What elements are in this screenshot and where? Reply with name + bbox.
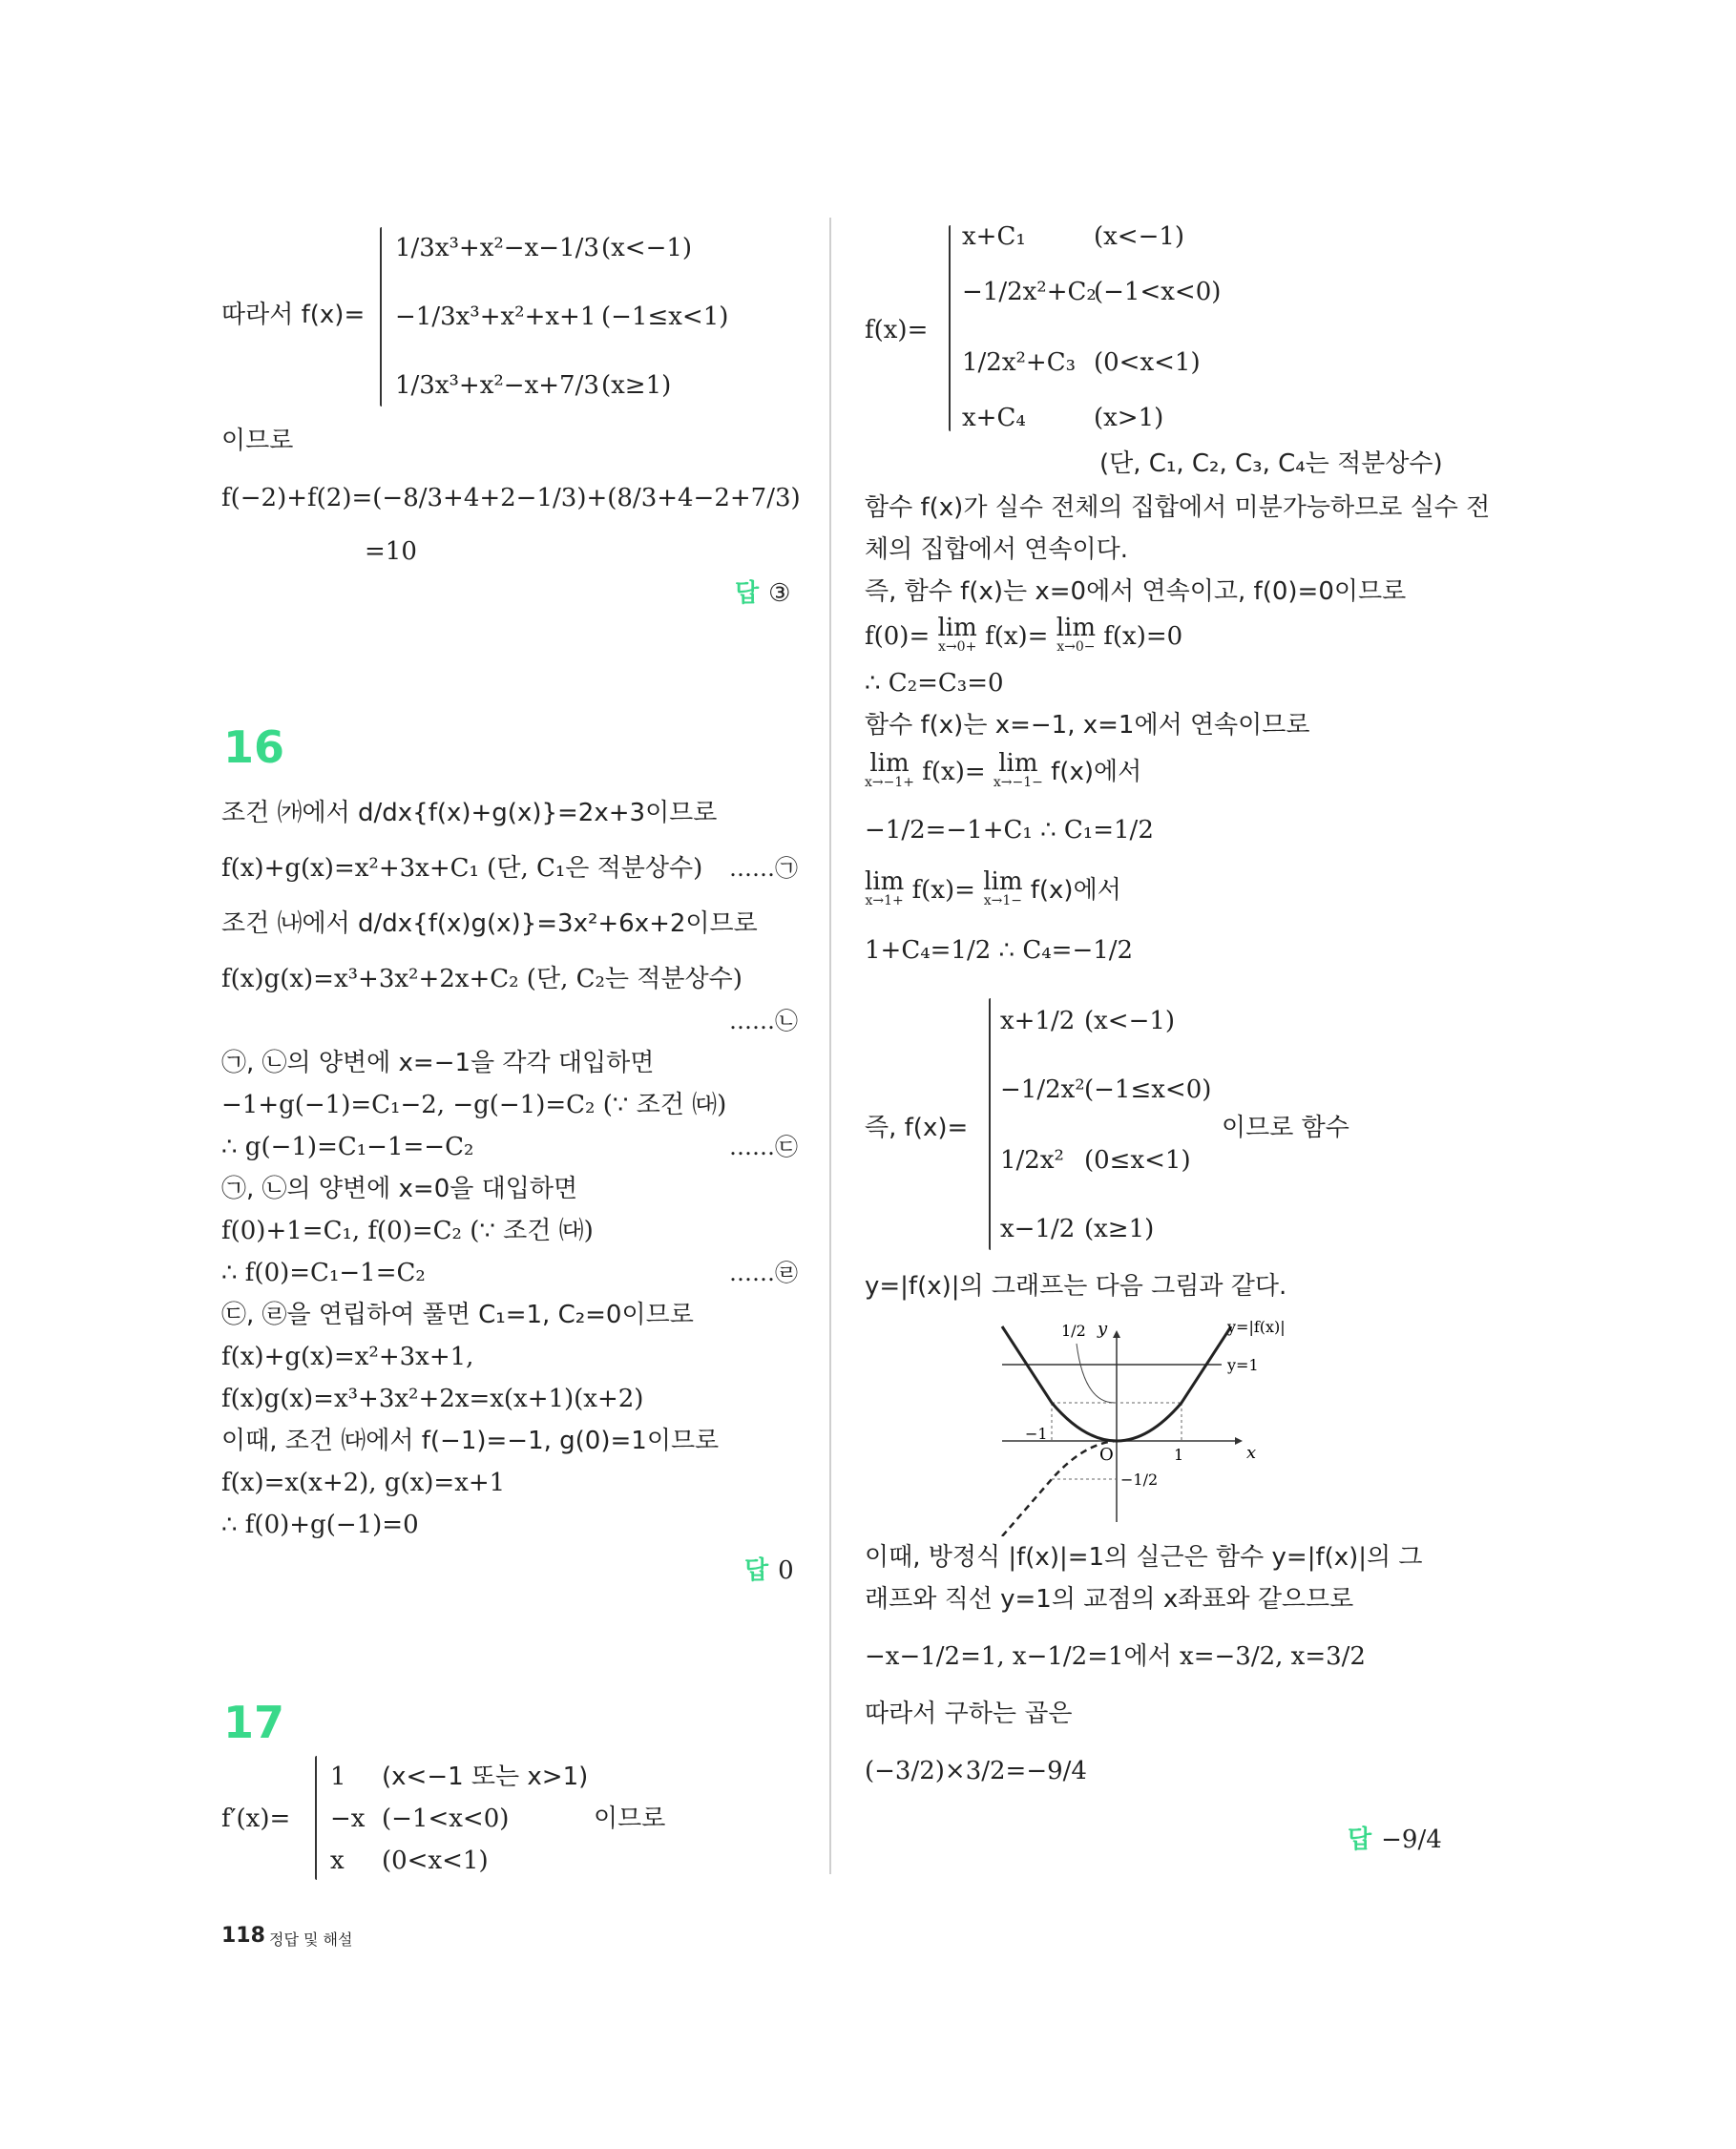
r-t7-lim2 (993, 749, 1043, 792)
r-t4-a: f(0)= (865, 622, 931, 651)
label-half: 1/2 (1061, 1322, 1086, 1340)
r-f2: −1/2x² (1000, 1075, 1085, 1104)
s16-l5: ㉠, ㉡의 양변에 x=−1을 각각 대입하면 (221, 1049, 655, 1077)
label-curve: y=|f(x)| (1227, 1318, 1286, 1336)
s15-row3-cond: (x≥1) (601, 371, 672, 400)
r-t10: 1+C₄=1/2 ∴ C₄=−1/2 (865, 936, 1134, 965)
s15-eq2: =10 (365, 537, 417, 566)
r-brace-1 (949, 225, 951, 431)
r-f-after: 이므로 함수 (1222, 1114, 1349, 1142)
answer-value: 0 (778, 1556, 794, 1585)
lim-label: lim (869, 749, 910, 778)
graph-abs-f (993, 1317, 1336, 1536)
lim-sub: x→1− (983, 893, 1022, 908)
r-t9-lim1 (865, 867, 905, 910)
y-axis-arrow (1113, 1330, 1120, 1338)
x-axis-arrow (1235, 1437, 1243, 1445)
s17-r2-cond: (−1<x<0) (382, 1805, 510, 1833)
r-t4-lim2 (1056, 614, 1096, 657)
s15-intro: 따라서 f(x)= (221, 301, 366, 329)
s16-l11: ㉢, ㉣을 연립하여 풀면 C₁=1, C₂=0이므로 (221, 1301, 694, 1329)
lim-label: lim (983, 867, 1023, 896)
lim-sub: x→0− (1056, 639, 1096, 655)
s15-brace (380, 227, 382, 407)
lim-label: lim (937, 614, 977, 642)
lim-label: lim (998, 749, 1038, 778)
r-t6: 함수 f(x)는 x=−1, x=1에서 연속이므로 (865, 711, 1310, 740)
lim-sub: x→−1+ (865, 775, 914, 790)
r-t7 (865, 749, 1142, 792)
r-p3: 1/2x²+C₃ (962, 348, 1077, 377)
s16-l7: ∴ g(−1)=C₁−1=−C₂ (221, 1133, 474, 1161)
s16-l8: ㉠, ㉡의 양변에 x=0을 대입하면 (221, 1175, 578, 1203)
s15-row1-cond: (x<−1) (601, 234, 693, 262)
label-origin: O (1099, 1445, 1114, 1465)
label-neg1: −1 (1025, 1425, 1048, 1443)
r-t8: −1/2=−1+C₁ ∴ C₁=1/2 (865, 816, 1154, 845)
r-t7-lim1 (865, 749, 914, 792)
s16-answer (744, 1555, 794, 1586)
s16-l7-marker: ……㉢ (729, 1134, 798, 1160)
s17-r3: x (330, 1846, 345, 1875)
r-t14: −x−1/2=1, x−1/2=1에서 x=−3/2, x=3/2 (865, 1642, 1366, 1671)
s16-l14: 이때, 조건 ㈐에서 f(−1)=−1, g(0)=1이므로 (221, 1427, 720, 1455)
r-p3-cond: (0<x<1) (1094, 348, 1201, 377)
r-t7-a: f(x)= (922, 758, 986, 786)
s16-l10: ∴ f(0)=C₁−1=C₂ (221, 1259, 426, 1287)
lim-label: lim (865, 867, 905, 896)
s17-r3-cond: (0<x<1) (382, 1846, 489, 1875)
s17-lhs: f′(x)= (221, 1805, 291, 1833)
answer-label: 답 (744, 1556, 769, 1585)
r-p1-cond: (x<−1) (1094, 222, 1185, 251)
lim-sub: x→1+ (865, 893, 904, 908)
r-t4 (865, 614, 1183, 657)
s16-l3: 조건 ㈏에서 d/dx{f(x)g(x)}=3x²+6x+2이므로 (221, 909, 758, 938)
answer-value: −9/4 (1381, 1826, 1442, 1854)
s17-r2: −x (330, 1805, 366, 1833)
s15-after: 이므로 (221, 427, 294, 455)
r-f4: x−1/2 (1000, 1215, 1076, 1243)
r-p2-cond: (−1<x<0) (1094, 278, 1222, 306)
r-f2-cond: (−1≤x<0) (1084, 1075, 1212, 1104)
lim-label: lim (1056, 614, 1096, 642)
s16-l9: f(0)+1=C₁, f(0)=C₂ (∵ 조건 ㈐) (221, 1217, 594, 1245)
lim-sub: x→0+ (938, 639, 977, 655)
r-f1-cond: (x<−1) (1084, 1007, 1176, 1035)
r-t15: 따라서 구하는 곱은 (865, 1700, 1073, 1728)
s15-row3: 1/3x³+x²−x+7/3 (395, 371, 599, 400)
r-t12: 이때, 방정식 |f(x)|=1의 실근은 함수 y=|f(x)|의 그 (865, 1543, 1423, 1572)
label-neghalf: −1/2 (1120, 1471, 1159, 1489)
r-p1: x+C₁ (962, 222, 1026, 251)
s16-l16: ∴ f(0)+g(−1)=0 (221, 1511, 419, 1539)
s17-r1: 1 (330, 1763, 346, 1791)
r-t9-b: f(x)에서 (1030, 876, 1121, 905)
answer-value: ③ (768, 579, 791, 608)
s16-l10-marker: ……㉣ (729, 1260, 798, 1286)
r-p2: −1/2x²+C₂ (962, 278, 1097, 306)
label-x: x (1246, 1443, 1257, 1463)
r-t11: y=|f(x)|의 그래프는 다음 그림과 같다. (865, 1272, 1287, 1301)
s16-l12: f(x)+g(x)=x²+3x+1, (221, 1343, 474, 1371)
s16-l15: f(x)=x(x+2), g(x)=x+1 (221, 1469, 506, 1497)
r-lhs: f(x)= (865, 316, 929, 344)
r-note: (단, C₁, C₂, C₃, C₄는 적분상수) (1099, 449, 1443, 478)
r-t4-b: f(x)= (985, 622, 1049, 651)
s16-l2-marker: ……㉠ (729, 855, 798, 882)
r-t9-a: f(x)= (911, 876, 975, 905)
label-y1: y=1 (1227, 1356, 1259, 1374)
r-t2: 체의 집합에서 연속이다. (865, 535, 1128, 564)
s16-l2: f(x)+g(x)=x²+3x+C₁ (단, C₁은 적분상수) (221, 854, 703, 883)
s16-l6: −1+g(−1)=C₁−2, −g(−1)=C₂ (∵ 조건 ㈐) (221, 1091, 727, 1119)
r-answer (1348, 1825, 1442, 1855)
r-t16: (−3/2)×3/2=−9/4 (865, 1757, 1087, 1785)
r-t4-lim1 (937, 614, 977, 657)
s15-row2: −1/3x³+x²+x+1 (395, 303, 596, 331)
s15-answer (735, 578, 790, 609)
r-t5: ∴ C₂=C₃=0 (865, 669, 1004, 698)
half-pointer (1077, 1344, 1115, 1403)
s17-r1-cond: (x<−1 또는 x>1) (382, 1763, 589, 1791)
problem-17-number: 17 (223, 1697, 285, 1748)
s16-l1: 조건 ㈎에서 d/dx{f(x)+g(x)}=2x+3이므로 (221, 799, 718, 827)
r-t9 (865, 867, 1121, 910)
r-f-intro: 즉, f(x)= (865, 1114, 969, 1142)
label-1: 1 (1174, 1446, 1184, 1464)
r-f4-cond: (x≥1) (1084, 1215, 1155, 1243)
footer-title: 정답 및 해설 (269, 1930, 353, 1949)
r-p4: x+C₄ (962, 404, 1026, 432)
r-t13: 래프와 직선 y=1의 교점의 x좌표와 같으므로 (865, 1585, 1354, 1614)
r-t9-lim2 (983, 867, 1023, 910)
r-p4-cond: (x>1) (1094, 404, 1164, 432)
r-t4-c: f(x)=0 (1103, 622, 1183, 651)
s16-l4: f(x)g(x)=x³+3x²+2x+C₂ (단, C₂는 적분상수) (221, 965, 743, 993)
r-t3: 즉, 함수 f(x)는 x=0에서 연속이고, f(0)=0이므로 (865, 577, 1407, 606)
r-f3: 1/2x² (1000, 1146, 1064, 1175)
s17-after: 이므로 (594, 1805, 666, 1833)
lim-sub: x→−1− (993, 775, 1043, 790)
r-f3-cond: (0≤x<1) (1084, 1146, 1191, 1175)
s17-brace (315, 1756, 317, 1880)
s16-l4-marker: ……㉡ (729, 1008, 798, 1034)
label-y: y (1098, 1319, 1108, 1339)
r-t7-b: f(x)에서 (1051, 758, 1142, 786)
r-brace-2 (989, 998, 991, 1250)
page-number: 118 (221, 1924, 265, 1948)
r-t1: 함수 f(x)가 실수 전체의 집합에서 미분가능하므로 실수 전 (865, 493, 1491, 522)
problem-16-number: 16 (223, 721, 285, 773)
column-divider (829, 218, 831, 1874)
r-f1: x+1/2 (1000, 1007, 1076, 1035)
s16-l13: f(x)g(x)=x³+3x²+2x=x(x+1)(x+2) (221, 1385, 644, 1413)
answer-label: 답 (735, 579, 760, 608)
s15-row1: 1/3x³+x²−x−1/3 (395, 234, 599, 262)
s15-row2-cond: (−1≤x<1) (601, 303, 729, 331)
answer-label: 답 (1348, 1826, 1372, 1854)
s15-eq1: f(−2)+f(2)=(−8/3+4+2−1/3)+(8/3+4−2+7/3) (221, 484, 801, 512)
